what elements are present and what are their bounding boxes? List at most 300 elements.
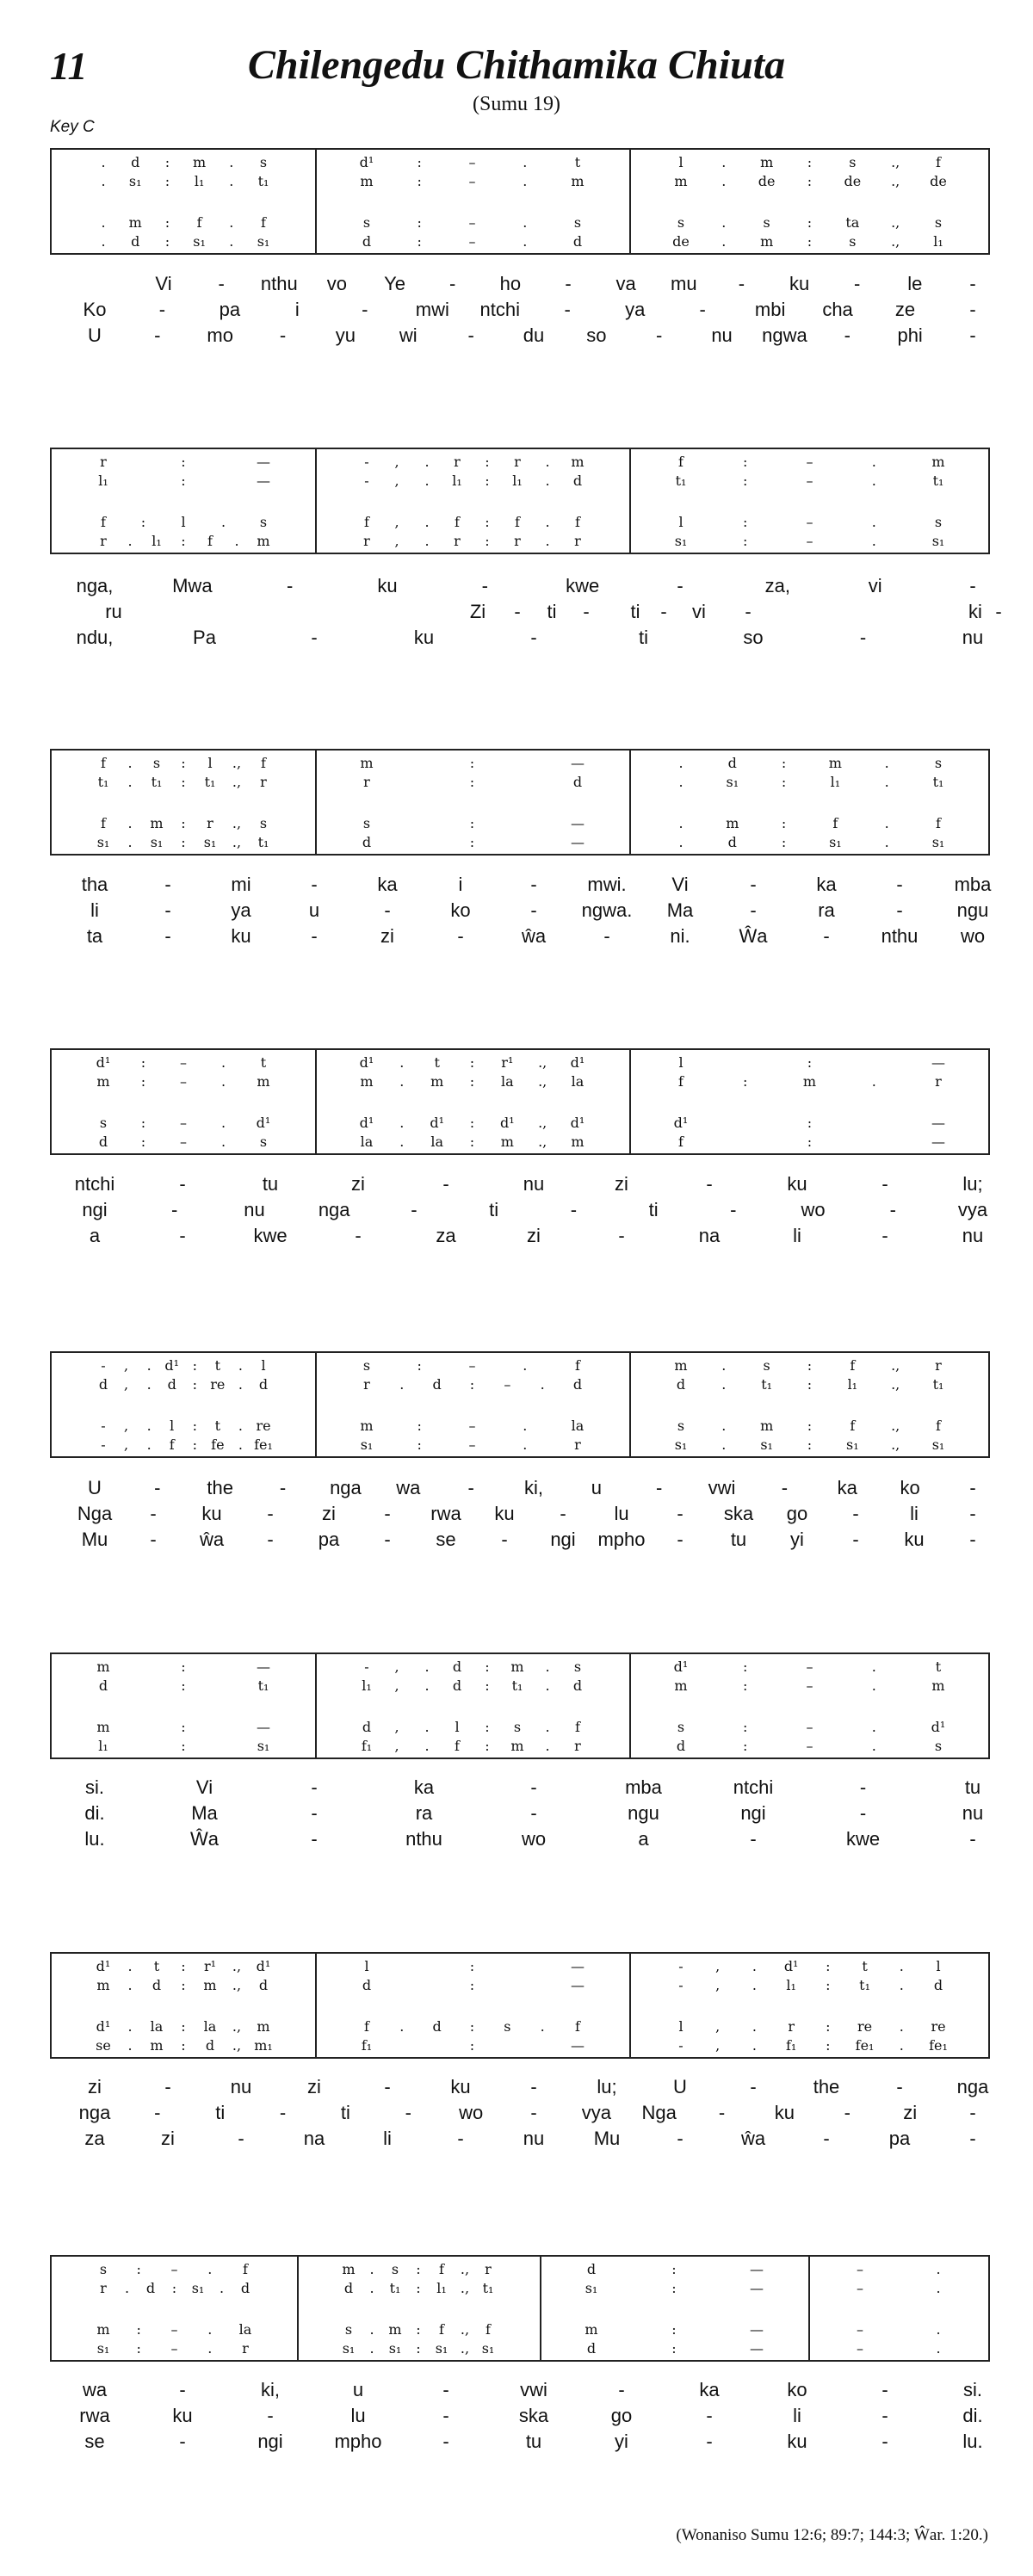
- solfa-note: t₁: [761, 1376, 773, 1393]
- solfa-note: m: [342, 2261, 356, 2277]
- solfa-note: :: [181, 1659, 186, 1675]
- solfa-note: :: [485, 454, 490, 470]
- staff-line: [88, 1074, 279, 1090]
- solfa-note: .,: [891, 233, 900, 250]
- solfa-note: d: [432, 1376, 442, 1393]
- solfa-note: —: [571, 755, 585, 771]
- solfa-note: t: [935, 1659, 942, 1675]
- solfa-note: –: [857, 2321, 863, 2338]
- solfa-note: s: [259, 1134, 268, 1150]
- lyric-syllable: -: [738, 273, 745, 294]
- solfa-note: d: [258, 1376, 269, 1393]
- solfa-note: m: [128, 214, 142, 231]
- lyric-syllable: mwi.: [587, 874, 627, 895]
- lyric-syllable: nga: [318, 1199, 350, 1220]
- solfa-note: m: [500, 1134, 514, 1150]
- solfa-note: :: [181, 2037, 186, 2054]
- solfa-note: .: [721, 154, 727, 170]
- solfa-note: s: [99, 1115, 108, 1131]
- solfa-note: l₁: [98, 1738, 108, 1754]
- solfa-note: t₁: [257, 834, 269, 850]
- solfa-note: s: [513, 1719, 522, 1735]
- solfa-note: ,: [715, 2037, 721, 2054]
- solfa-note: m: [96, 1073, 110, 1090]
- solfa-note: f: [515, 514, 520, 530]
- solfa-note: m: [931, 454, 945, 470]
- bar-line: [315, 751, 317, 854]
- bar-line: [315, 1954, 317, 2057]
- lyric-line: [0, 2102, 1033, 2124]
- solfa-note: t: [574, 154, 581, 170]
- solfa-note: s: [849, 233, 857, 250]
- staff-line: [665, 534, 954, 549]
- staff-line: [351, 515, 593, 530]
- staff-line: [351, 215, 593, 231]
- solfa-note: —: [571, 815, 585, 831]
- solfa-note: la: [501, 1073, 514, 1090]
- solfa-note: :: [136, 2340, 141, 2357]
- solfa-note: f: [575, 1357, 580, 1374]
- solfa-note: r: [242, 2340, 249, 2357]
- lyric-syllable: -: [530, 899, 537, 921]
- solfa-note: –: [180, 1115, 187, 1131]
- solfa-note: f: [678, 1073, 684, 1090]
- staff-line: [665, 2038, 954, 2054]
- staff-line: [665, 816, 954, 831]
- lyric-syllable: -: [859, 1776, 867, 1798]
- hymn-title: Chilengedu Chithamika Chiuta: [247, 42, 786, 88]
- solfa-note: fe₁: [254, 1436, 273, 1453]
- solfa-note: d: [362, 834, 372, 850]
- solfa-note: —: [257, 1659, 270, 1675]
- solfa-note: d: [452, 1659, 462, 1675]
- solfa-note: s: [934, 1738, 943, 1754]
- staff-line: [665, 756, 954, 771]
- solfa-note: fe: [211, 1436, 225, 1453]
- solfa-note: s: [677, 1418, 685, 1434]
- solfa-note: .,: [891, 1357, 900, 1374]
- solfa-note: –: [468, 1357, 476, 1374]
- lyric-syllable: nu: [523, 2128, 545, 2149]
- solfa-note: :: [743, 454, 748, 470]
- lyric-syllable: ko: [900, 1477, 920, 1498]
- solfa-note: s: [391, 2261, 399, 2277]
- solfa-note: s₁: [674, 533, 688, 549]
- lyric-syllable: -: [311, 874, 318, 895]
- solfa-note: .: [884, 834, 889, 850]
- lyric-syllable: yi: [615, 2431, 628, 2452]
- solfa-note: s₁: [931, 1436, 945, 1453]
- solfa-note: s: [677, 1719, 685, 1735]
- staff-line: [88, 473, 279, 489]
- solfa-note: s₁: [191, 2280, 205, 2296]
- lyric-syllable: -: [750, 899, 757, 921]
- solfa-note: l: [170, 1418, 175, 1434]
- lyric-syllable: ya: [231, 899, 251, 921]
- solfa-note: t₁: [204, 774, 216, 790]
- lyric-syllable: -: [267, 1503, 274, 1524]
- lyric-syllable: di.: [84, 1802, 105, 1824]
- solfa-note: —: [257, 454, 270, 470]
- solfa-note: d: [572, 473, 583, 489]
- solfa-note: m: [150, 815, 164, 831]
- staff-line: [665, 2019, 954, 2035]
- solfa-note: –: [468, 154, 476, 170]
- lyric-syllable: li: [793, 2405, 801, 2426]
- solfa-note: m: [571, 173, 585, 189]
- lyric-line: [0, 601, 1033, 623]
- solfa-note: :: [140, 1054, 146, 1071]
- lyric-syllable: nthu: [260, 273, 298, 294]
- solfa-note: :: [417, 1418, 422, 1434]
- staff-line: [88, 1377, 279, 1393]
- solfa-note: :: [164, 233, 170, 250]
- lyric-syllable: pa: [219, 299, 241, 320]
- solfa-note: t₁: [859, 1977, 870, 1993]
- solfa-note: —: [571, 1977, 585, 1993]
- staff-system: [50, 1652, 990, 1759]
- solfa-note: m: [150, 2037, 164, 2054]
- solfa-note: .: [936, 2261, 941, 2277]
- lyric-syllable: ku: [450, 2076, 471, 2097]
- solfa-note: l: [364, 1958, 369, 1974]
- solfa-note: t: [434, 1054, 440, 1071]
- lyric-syllable: go: [786, 1503, 808, 1524]
- solfa-note: d: [98, 1376, 108, 1393]
- lyric-syllable: zi: [88, 2076, 102, 2097]
- solfa-note: l: [207, 755, 213, 771]
- lyric-syllable: -: [158, 299, 166, 320]
- solfa-note: :: [181, 1958, 186, 1974]
- solfa-note: m: [726, 815, 739, 831]
- solfa-note: m: [96, 1659, 110, 1675]
- solfa-note: f: [936, 1418, 941, 1434]
- lyric-syllable: Vi: [155, 273, 172, 294]
- lyric-syllable: ti: [340, 2102, 350, 2123]
- solfa-note: .: [545, 1719, 550, 1735]
- solfa-note: r: [574, 533, 581, 549]
- solfa-note: .: [369, 2340, 374, 2357]
- solfa-note: f: [439, 2261, 444, 2277]
- solfa-note: s₁: [829, 834, 842, 850]
- lyric-syllable: -: [677, 1503, 684, 1524]
- staff-line: [351, 234, 593, 250]
- lyric-syllable: -: [881, 2379, 888, 2400]
- solfa-note: :: [743, 1659, 748, 1675]
- solfa-note: t₁: [675, 473, 687, 489]
- lyric-syllable: wo: [521, 1828, 547, 1850]
- staff-line: [351, 473, 593, 489]
- solfa-note: .: [936, 2280, 941, 2296]
- solfa-note: .: [545, 1738, 550, 1754]
- lyric-line: [0, 925, 1033, 948]
- lyric-syllable: nu: [244, 1199, 265, 1220]
- solfa-note: s: [362, 1357, 371, 1374]
- solfa-note: r: [454, 454, 461, 470]
- solfa-note: l: [678, 154, 684, 170]
- staff-line: [351, 1720, 593, 1735]
- lyric-syllable: pa: [318, 1529, 340, 1550]
- solfa-note: —: [931, 1115, 945, 1131]
- solfa-note: .: [220, 1054, 226, 1071]
- solfa-note: s₁: [585, 2280, 598, 2296]
- solfa-note: .: [523, 1436, 528, 1453]
- solfa-note: :: [469, 1073, 475, 1090]
- solfa-note: –: [180, 1134, 187, 1150]
- staff-system: [50, 1952, 990, 2059]
- solfa-note: f: [678, 1134, 684, 1150]
- solfa-note: .: [752, 1977, 757, 1993]
- solfa-note: m: [430, 1073, 444, 1090]
- staff-line: [88, 1959, 279, 1974]
- lyric-syllable: -: [660, 601, 667, 622]
- lyric-syllable: ti: [547, 601, 557, 622]
- staff-line: [844, 2262, 954, 2277]
- solfa-note: .: [127, 533, 133, 549]
- solfa-note: .: [721, 1376, 727, 1393]
- lyric-syllable: ku: [789, 273, 810, 294]
- lyric-line: [0, 273, 1033, 295]
- lyric-syllable: -: [750, 874, 757, 895]
- solfa-note: s₁: [846, 1436, 859, 1453]
- lyric-syllable: -: [750, 2076, 757, 2097]
- bar-line: [629, 1353, 631, 1456]
- staff-line: [665, 1959, 954, 1974]
- lyric-syllable: ngi: [82, 1199, 108, 1220]
- staff-line: [351, 756, 593, 771]
- lyric-line: [0, 627, 1033, 649]
- solfa-note: ,: [394, 1677, 399, 1694]
- solfa-note: m: [510, 1659, 524, 1675]
- solfa-note: d: [676, 1376, 686, 1393]
- lyric-syllable: zi: [161, 2128, 175, 2149]
- lyric-syllable: nu: [523, 1173, 545, 1195]
- lyric-syllable: -: [530, 1776, 537, 1798]
- solfa-note: .: [899, 1977, 904, 1993]
- solfa-note: .: [424, 1719, 430, 1735]
- solfa-note: :: [417, 173, 422, 189]
- solfa-note: t₁: [151, 774, 163, 790]
- lyric-syllable: -: [311, 1776, 318, 1798]
- solfa-note: :: [416, 2280, 421, 2296]
- lyric-syllable: mu: [671, 273, 697, 294]
- solfa-note: :: [485, 1677, 490, 1694]
- solfa-note: s₁: [203, 834, 217, 850]
- solfa-note: l: [678, 1054, 684, 1071]
- solfa-note: t₁: [257, 1677, 269, 1694]
- lyric-syllable: ru: [105, 601, 122, 622]
- solfa-note: s₁: [931, 533, 945, 549]
- staff-line: [88, 1134, 279, 1150]
- lyric-syllable: ka: [837, 1477, 857, 1498]
- lyric-syllable: zi: [527, 1225, 541, 1246]
- solfa-note: t₁: [389, 2280, 401, 2296]
- lyric-line: [0, 2431, 1033, 2453]
- solfa-note: la: [238, 2321, 252, 2338]
- solfa-note: :: [416, 2340, 421, 2357]
- lyric-syllable: -: [442, 2379, 449, 2400]
- solfa-note: :: [826, 1977, 831, 1993]
- solfa-note: .: [369, 2280, 374, 2296]
- lyric-syllable: -: [311, 1802, 318, 1824]
- solfa-note: .: [884, 815, 889, 831]
- solfa-note: r: [363, 774, 370, 790]
- lyric-syllable: -: [442, 2405, 449, 2426]
- solfa-note: .: [207, 2340, 213, 2357]
- solfa-note: :: [671, 2261, 677, 2277]
- lyric-syllable: -: [656, 324, 663, 346]
- solfa-note: ,: [715, 1958, 721, 1974]
- lyric-syllable: -: [238, 2128, 244, 2149]
- solfa-note: d: [572, 233, 583, 250]
- lyric-syllable: tu: [262, 1173, 279, 1195]
- solfa-note: m: [571, 1134, 585, 1150]
- lyric-syllable: -: [384, 1529, 391, 1550]
- lyric-syllable: -: [179, 2379, 186, 2400]
- solfa-note: re: [931, 2018, 946, 2035]
- lyric-syllable: -: [467, 324, 474, 346]
- solfa-note: m: [828, 755, 842, 771]
- solfa-note: .: [399, 1073, 405, 1090]
- solfa-note: l: [455, 1719, 460, 1735]
- bar-line: [315, 1654, 317, 1757]
- solfa-note: s₁: [481, 2340, 495, 2357]
- solfa-note: –: [170, 2340, 178, 2357]
- solfa-note: .: [127, 815, 133, 831]
- solfa-note: f₁: [361, 2037, 373, 2054]
- staff-line: [351, 2019, 593, 2035]
- solfa-note: .,: [891, 154, 900, 170]
- solfa-note: -: [101, 1357, 106, 1374]
- solfa-note: :: [140, 514, 146, 530]
- solfa-note: .: [545, 454, 550, 470]
- lyric-syllable: ŵa: [740, 2128, 766, 2149]
- solfa-note: d¹: [931, 1719, 946, 1735]
- lyric-line: [0, 1503, 1033, 1525]
- lyric-syllable: ntchi: [74, 1173, 115, 1195]
- solfa-note: f: [575, 1719, 580, 1735]
- staff-line: [88, 534, 279, 549]
- solfa-note: .: [127, 1958, 133, 1974]
- solfa-note: t: [214, 1357, 221, 1374]
- solfa-note: .: [127, 2018, 133, 2035]
- solfa-note: :: [743, 533, 748, 549]
- lyric-syllable: ndu,: [76, 627, 114, 648]
- solfa-note: f: [439, 2321, 444, 2338]
- solfa-note: t: [153, 1958, 160, 1974]
- solfa-note: f: [936, 154, 941, 170]
- solfa-note: de: [758, 173, 776, 189]
- lyric-syllable: vya: [581, 2102, 611, 2123]
- solfa-note: .,: [538, 1115, 547, 1131]
- lyric-syllable: -: [384, 1503, 391, 1524]
- lyric-line: [0, 2076, 1033, 2098]
- lyric-syllable: ta: [86, 925, 103, 947]
- solfa-note: .: [752, 2018, 757, 2035]
- lyric-syllable: -: [530, 2102, 537, 2123]
- staff-line: [844, 2322, 954, 2338]
- solfa-note: :: [164, 214, 170, 231]
- solfa-note: :: [485, 1659, 490, 1675]
- staff-line: [665, 835, 954, 850]
- lyric-syllable: -: [618, 1225, 625, 1246]
- solfa-note: s: [934, 214, 943, 231]
- solfa-note: :: [469, 1376, 475, 1393]
- lyric-line: [0, 575, 1033, 597]
- solfa-note: –: [468, 233, 476, 250]
- staff-line: [88, 756, 279, 771]
- lyric-syllable: -: [154, 324, 161, 346]
- lyric-syllable: -: [560, 1503, 566, 1524]
- solfa-note: –: [806, 473, 813, 489]
- solfa-note: d: [131, 233, 140, 250]
- solfa-note: r: [485, 2261, 492, 2277]
- lyric-syllable: wi: [399, 324, 418, 346]
- solfa-note: —: [257, 473, 270, 489]
- solfa-note: –: [806, 1738, 813, 1754]
- solfa-note: d: [362, 1719, 372, 1735]
- solfa-note: l₁: [847, 1376, 858, 1393]
- solfa-note: s: [259, 815, 268, 831]
- lyric-syllable: -: [896, 899, 903, 921]
- solfa-note: –: [806, 1659, 813, 1675]
- solfa-note: f: [196, 214, 202, 231]
- lyric-line: [0, 1776, 1033, 1799]
- solfa-note: s₁: [760, 1436, 773, 1453]
- solfa-note: s: [573, 214, 582, 231]
- solfa-note: –: [806, 454, 813, 470]
- solfa-note: t₁: [97, 774, 109, 790]
- solfa-note: –: [857, 2340, 863, 2357]
- lyric-syllable: ku: [787, 1173, 807, 1195]
- staff-line: [88, 215, 279, 231]
- staff-line: [576, 2341, 772, 2357]
- lyric-syllable: -: [618, 2379, 625, 2400]
- lyric-syllable: -: [179, 2431, 186, 2452]
- solfa-note: —: [571, 2037, 585, 2054]
- lyric-syllable: ze: [894, 299, 916, 320]
- solfa-note: .: [424, 454, 430, 470]
- solfa-note: d¹: [500, 1115, 515, 1131]
- solfa-note: :: [469, 774, 475, 790]
- lyric-line: [0, 1199, 1033, 1221]
- solfa-note: .: [721, 1418, 727, 1434]
- solfa-note: m: [96, 2321, 110, 2338]
- solfa-note: .: [523, 154, 528, 170]
- solfa-note: l₁: [933, 233, 943, 250]
- lyric-syllable: ku: [413, 627, 435, 648]
- staff-line: [351, 2038, 593, 2054]
- solfa-note: :: [743, 473, 748, 489]
- staff-line: [665, 1418, 954, 1434]
- solfa-note: :: [807, 1115, 813, 1131]
- staff-line: [665, 155, 954, 170]
- lyric-syllable: -: [699, 299, 706, 320]
- solfa-note: .,: [891, 1376, 900, 1393]
- solfa-note: .: [238, 1418, 243, 1434]
- lyric-syllable: nu: [230, 2076, 252, 2097]
- hymn-subtitle: (Sumu 19): [473, 93, 560, 115]
- lyric-syllable: u: [591, 1477, 602, 1498]
- solfa-note: m: [674, 173, 688, 189]
- solfa-note: :: [807, 1418, 813, 1434]
- solfa-note: de: [930, 173, 947, 189]
- solfa-note: t₁: [257, 173, 269, 189]
- solfa-note: –: [180, 1054, 187, 1071]
- solfa-note: .,: [891, 214, 900, 231]
- solfa-note: r: [100, 454, 107, 470]
- solfa-note: –: [504, 1376, 511, 1393]
